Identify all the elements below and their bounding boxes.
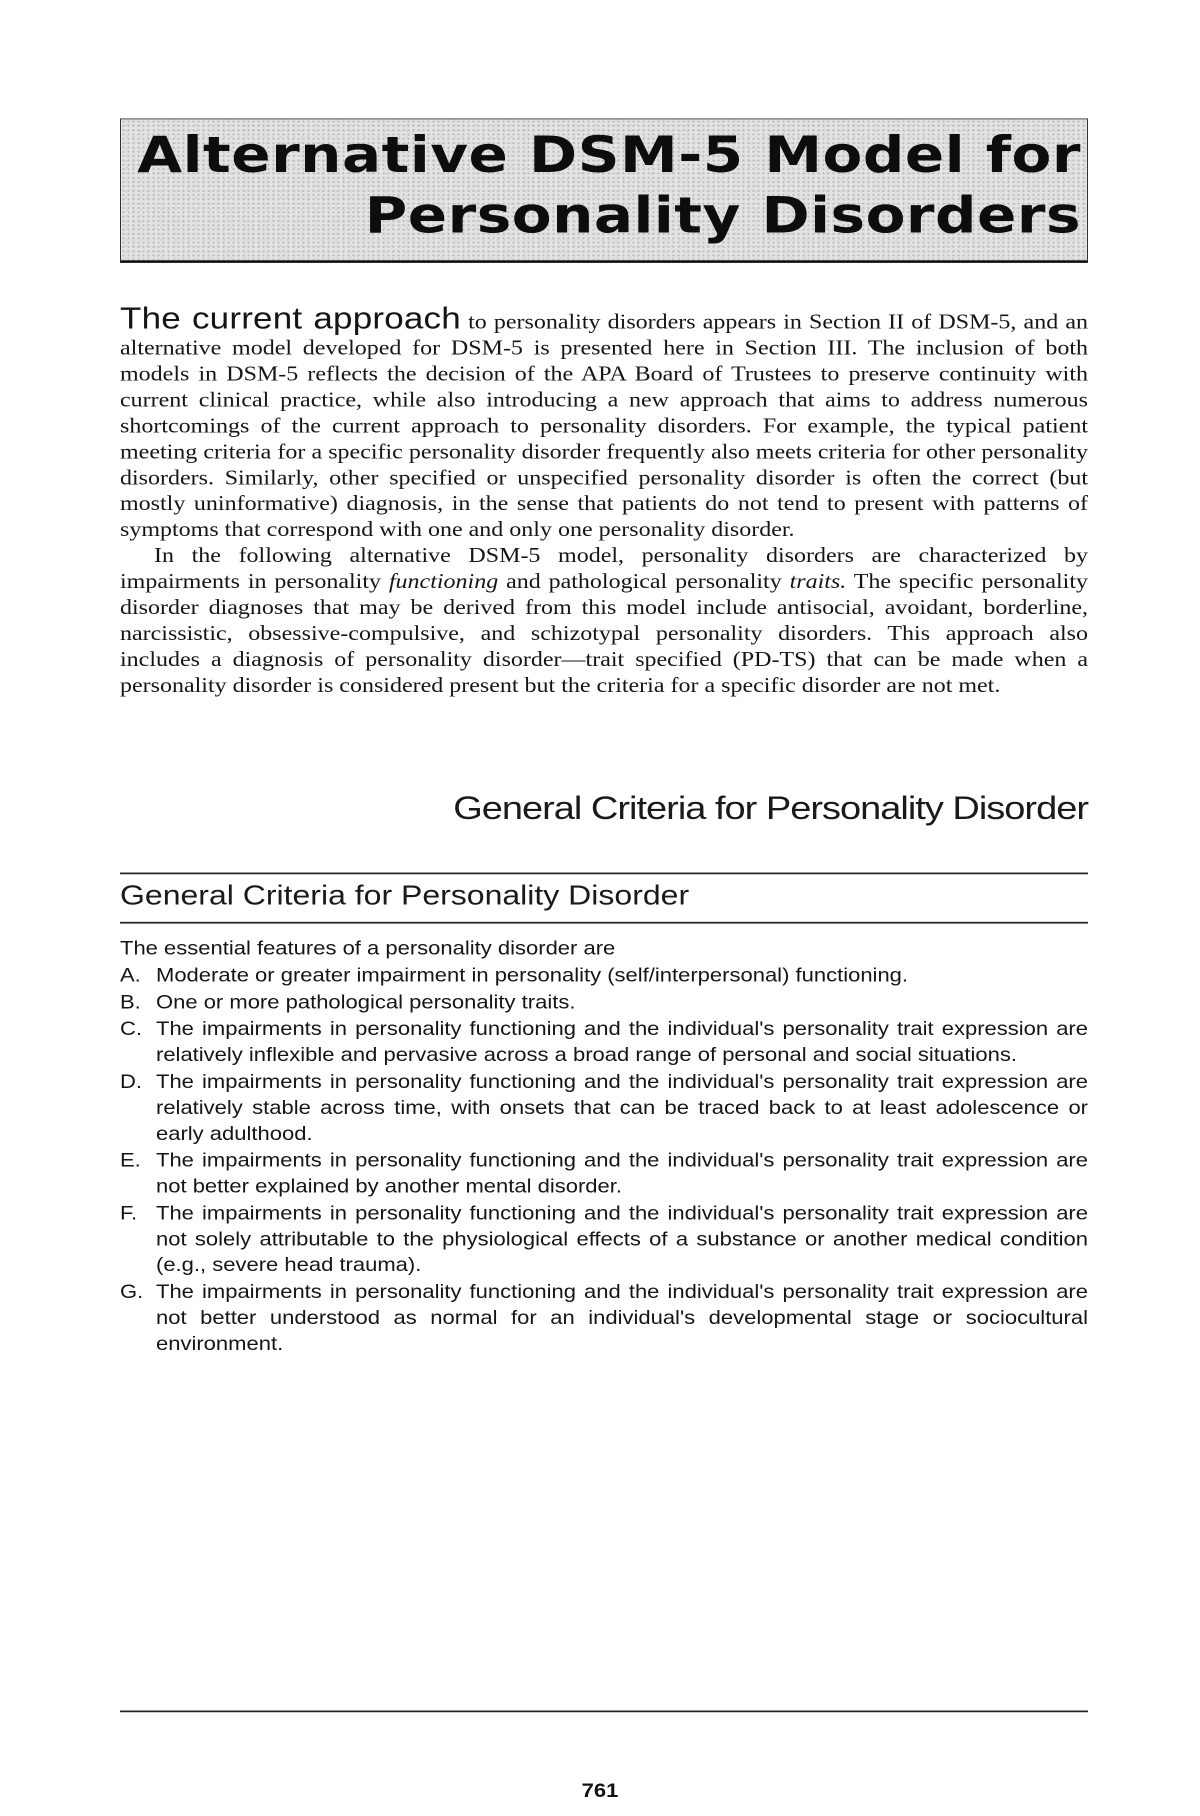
chapter-title-line-1: Alternative DSM-5 Model for [137, 125, 1081, 185]
intro-paragraph-2-text-a: In the following alternative DSM-5 model, personality disorders are characterized by impairments in personality [120, 544, 1088, 594]
criterion-item [120, 962, 1088, 988]
intro-paragraph-1-text: to personality disorders appears in Section II of DSM-5, and an alternative model developed for DSM-5 is presented here in Section III. The inclusion of both models in DSM-5 reflects the decision of the APA Board of Trustees to preserve continuity with current clinical practice, while also introducing a new approach that aims to address numerous shortcomings of the current approach to personality disorders. For example, the typical patient meeting criteria for a specific personality disorder frequently also meets criteria for other personality disorders. Similarly, other specified or unspecified personality disorder is often the correct (but mostly uninformative) diagnosis, in the sense that patients do not tend to present with patterns of symptoms that correspond with one and only one personality disorder. [120, 311, 1088, 542]
intro-paragraph-2 [120, 543, 1088, 699]
criteria-list [120, 962, 1088, 1356]
criterion-item [120, 1279, 1088, 1357]
emphasis-functioning: functioning [388, 570, 499, 594]
criterion-text: The impairments in personality functioning and the individual's personality trait expression are relatively inflexible and pervasive across a broad range of personal and social situations. [156, 1017, 1088, 1066]
section-heading: General Criteria for Personality Disorder [453, 790, 1088, 827]
criteria-box-top-rule [120, 873, 1088, 875]
chapter-title-line-2: Personality Disorders [364, 185, 1081, 245]
intro-lead-phrase: The current approach [120, 301, 461, 336]
criterion-letter: C. [120, 1017, 142, 1040]
criteria-box-bottom-rule [120, 1710, 1088, 1712]
criterion-text: Moderate or greater impairment in personality (self/interpersonal) functioning. [156, 964, 909, 986]
criterion-item [120, 989, 1088, 1015]
intro-paragraph-2-text-b: and pathological personality [498, 570, 790, 594]
criteria-box-title-rule [120, 922, 1088, 924]
criterion-item [120, 1148, 1088, 1200]
intro-paragraph-1 [120, 301, 1088, 543]
criterion-text: The impairments in personality functioning and the individual's personality trait expression are not solely attributable to the physiological effects of a substance or another medical condition (e.g., severe head trauma). [156, 1202, 1088, 1276]
criteria-box-body [120, 936, 1088, 1358]
criterion-text: The impairments in personality functioning and the individual's personality trait expression are not better explained by another mental disorder. [156, 1149, 1088, 1197]
emphasis-traits: traits. [789, 570, 847, 594]
criterion-text: One or more pathological personality traits. [156, 991, 576, 1013]
criterion-text: The impairments in personality functioning and the individual's personality trait expression are relatively stable across time, with onsets that can be traced back to at least adolescence or early adulthood. [156, 1070, 1088, 1145]
intro-paragraph-2-text-c: The specific personality disorder diagnoses that may be derived from this model include antisocial, avoidant, borderline, narcissistic, obsessive-compulsive, and schizotypal personality disorders. This approach also includes a diagnosis of personality disorder—trait specified (PD-TS) that can be made when a personality disorder is considered present but the criteria for a specific disorder are not met. [120, 570, 1088, 697]
criteria-box-title: General Criteria for Personality Disorder [120, 879, 690, 911]
criteria-intro: The essential features of a personality disorder are [120, 937, 616, 960]
criterion-item [120, 1016, 1088, 1068]
page-number: 761 [581, 1779, 619, 1802]
chapter-title-banner [120, 118, 1088, 262]
criterion-item [120, 1069, 1088, 1147]
criterion-letter: G. [120, 1280, 144, 1303]
intro-text [120, 301, 1088, 699]
criterion-text: The impairments in personality functioning and the individual's personality trait expression are not better understood as normal for an individual's developmental stage or sociocultural environment. [156, 1280, 1088, 1355]
criterion-item [120, 1200, 1088, 1278]
criterion-letter: E. [120, 1149, 141, 1171]
criterion-letter: B. [120, 991, 141, 1013]
criterion-letter: F. [120, 1202, 138, 1224]
criterion-letter: D. [120, 1070, 142, 1093]
criterion-letter: A. [120, 964, 141, 986]
